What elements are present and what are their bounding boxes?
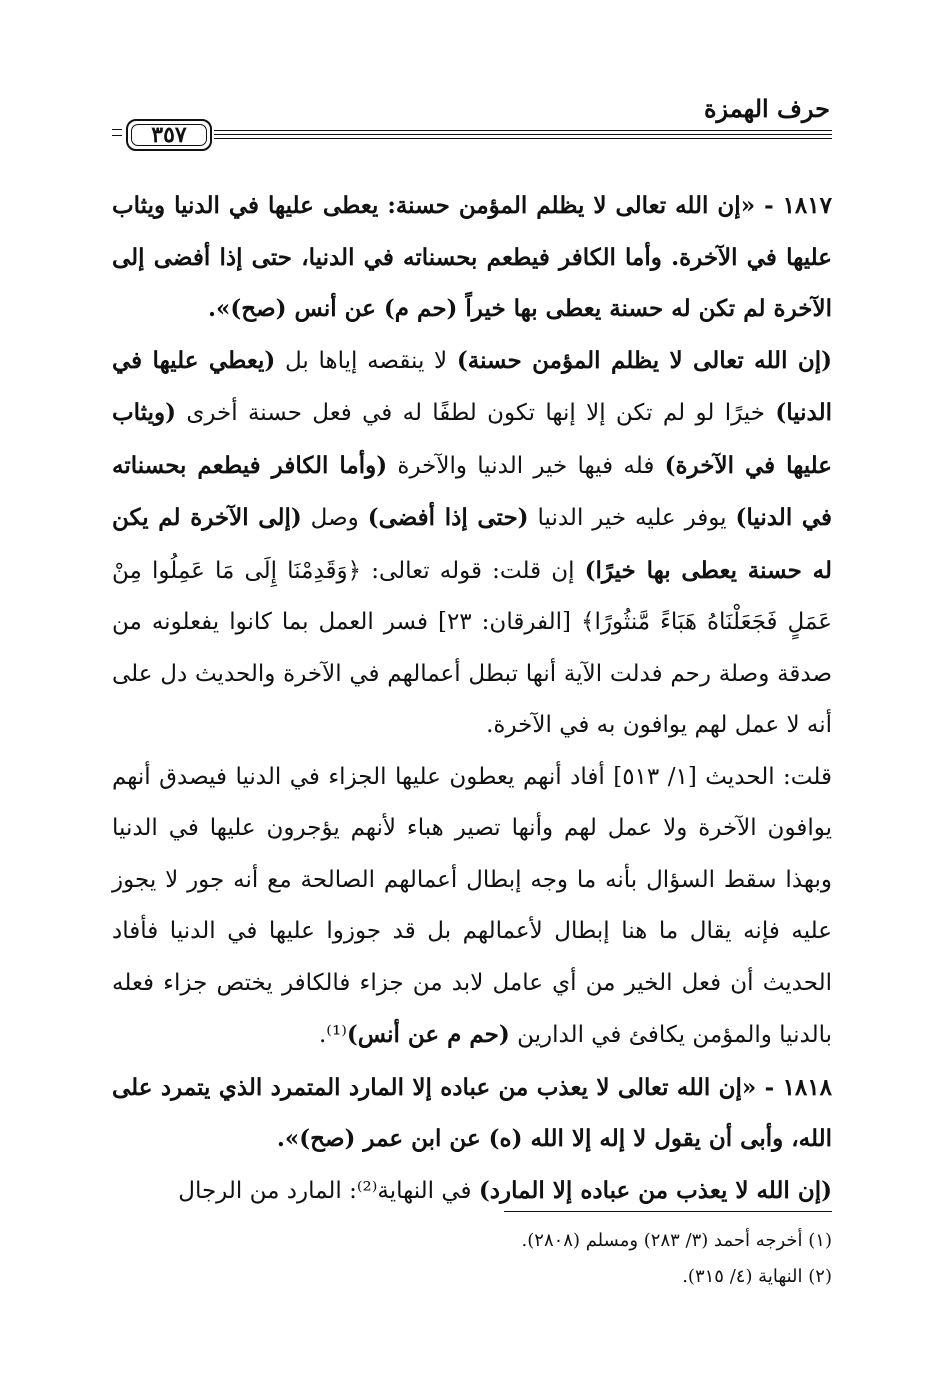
- hadith-entry-1817: [112, 180, 832, 335]
- quoted-phrase: (ويثاب عليها في الآخرة): [112, 399, 832, 479]
- quoted-phrase: (إن الله تعالى لا يظلم المؤمن حسنة): [456, 346, 833, 374]
- commentary-text: خيرًا لو لم تكن إلا إنها تكون لطفًا له في فعل حسنة أخرى: [176, 400, 776, 426]
- entry-number: ١٨١٧ -: [764, 192, 832, 219]
- rule-line: [214, 130, 832, 131]
- quoted-phrase: (حم م عن أنس): [346, 1021, 510, 1048]
- quoted-phrase: (إن الله لا يعذب من عباده إلا المارد): [478, 1176, 832, 1204]
- commentary-text: وصل: [301, 505, 368, 531]
- hadith-text: «إن الله تعالى لا يعذب من عباده إلا المارد المتمرد الذي يتمرد على الله، وأبى أن يقول لا إله إلا الله (ه) عن ابن عمر (صح)».: [112, 1073, 832, 1152]
- commentary-text: قلت: الحديث [١/ ٥١٣] أفاد أنهم يعطون عليها الجزاء في الدنيا فيصدق أنهم يوافون الآخرة ولا عمل لهم وأنها تصير هباء لأنهم يؤجرون عليها في الدنيا وبهذا سقط السؤال بأنه ما وجه إبطال أعمالهم الصالحة مع أنه جور لا يجوز عليه فإنه يقال ما هنا إبطال لأعمالهم بل قد جوزوا عليها في الدنيا فأفاد الحديث أن فعل الخير من أي عامل لابد من جزاء فالكافر يختص جزاء فعله بالدنيا والمؤمن يكافئ في الدارين: [112, 763, 833, 1048]
- rule-line: [214, 134, 832, 135]
- quoted-phrase: (يعطي عليها في الدنيا): [112, 346, 833, 426]
- header-rule: [112, 117, 832, 147]
- commentary-text: إن قلت: قوله تعالى: ﴿وَقَدِمْنَا إِلَى مَا عَمِلُوا مِنْ عَمَلٍ فَجَعَلْنَاهُ هَبَاءً مَّنثُورًا﴾ [الفرقان: ٢٣] فسر العمل بما كانوا يفعلونه من صدقة وصلة رحم فدلت الآية أنها تبطل أعمالهم في الآخرة والحديث دل على أنه لا عمل لهم يوافون به في الآخرة.: [112, 557, 832, 738]
- rule-tick: [112, 135, 122, 136]
- commentary-text: في النهاية⁽²⁾: المارد من الرجال: [178, 1177, 479, 1204]
- quoted-phrase: (وأما الكافر فيطعم بحسناته في الدنيا): [112, 451, 832, 531]
- commentary-text: فله فيها خير الدنيا والآخرة: [387, 452, 665, 479]
- rule-line: [214, 138, 832, 139]
- hadith-text: «إن الله تعالى لا يظلم المؤمن حسنة: يعطى عليها في الدنيا ويثاب عليها في الآخرة. وأما الكافر فيطعم بحسناته في الدنيا، حتى إذا أفضى إلى الآخرة لم تكن له حسنة يعطى بها خيراً (حم م) عن أنس (صح)».: [112, 192, 832, 322]
- page-number: ٣٥٧: [126, 119, 212, 151]
- commentary-paragraph-3: [112, 1165, 832, 1218]
- hadith-entry-1818: [112, 1062, 832, 1165]
- commentary-paragraph-1: [112, 335, 832, 752]
- quoted-phrase: (إلى الآخرة لم يكن له حسنة يعطى بها خيرًا): [112, 504, 832, 584]
- footnote-1: (١) أخرجه أحمد (٣/ ٢٨٣) ومسلم (٢٨٠٨).: [521, 1230, 832, 1251]
- quoted-phrase: (حتى إذا أفضى): [367, 504, 529, 531]
- body-text: [112, 180, 832, 1217]
- rule-tick: [112, 129, 122, 130]
- entry-number: ١٨١٨ -: [764, 1073, 832, 1101]
- footnotes: [112, 1223, 832, 1295]
- commentary-text: يوفر عليه خير الدنيا: [528, 505, 736, 531]
- footnote-2: (٢) النهاية (٤/ ٣١٥).: [682, 1266, 832, 1287]
- commentary-text: لا ينقصه إياها بل: [275, 347, 457, 374]
- footnote-ref: ⁽¹⁾.: [319, 1022, 347, 1048]
- running-title: حرف الهمزة: [703, 94, 830, 123]
- commentary-paragraph-2: [112, 752, 832, 1062]
- footnote-separator: [504, 1211, 832, 1212]
